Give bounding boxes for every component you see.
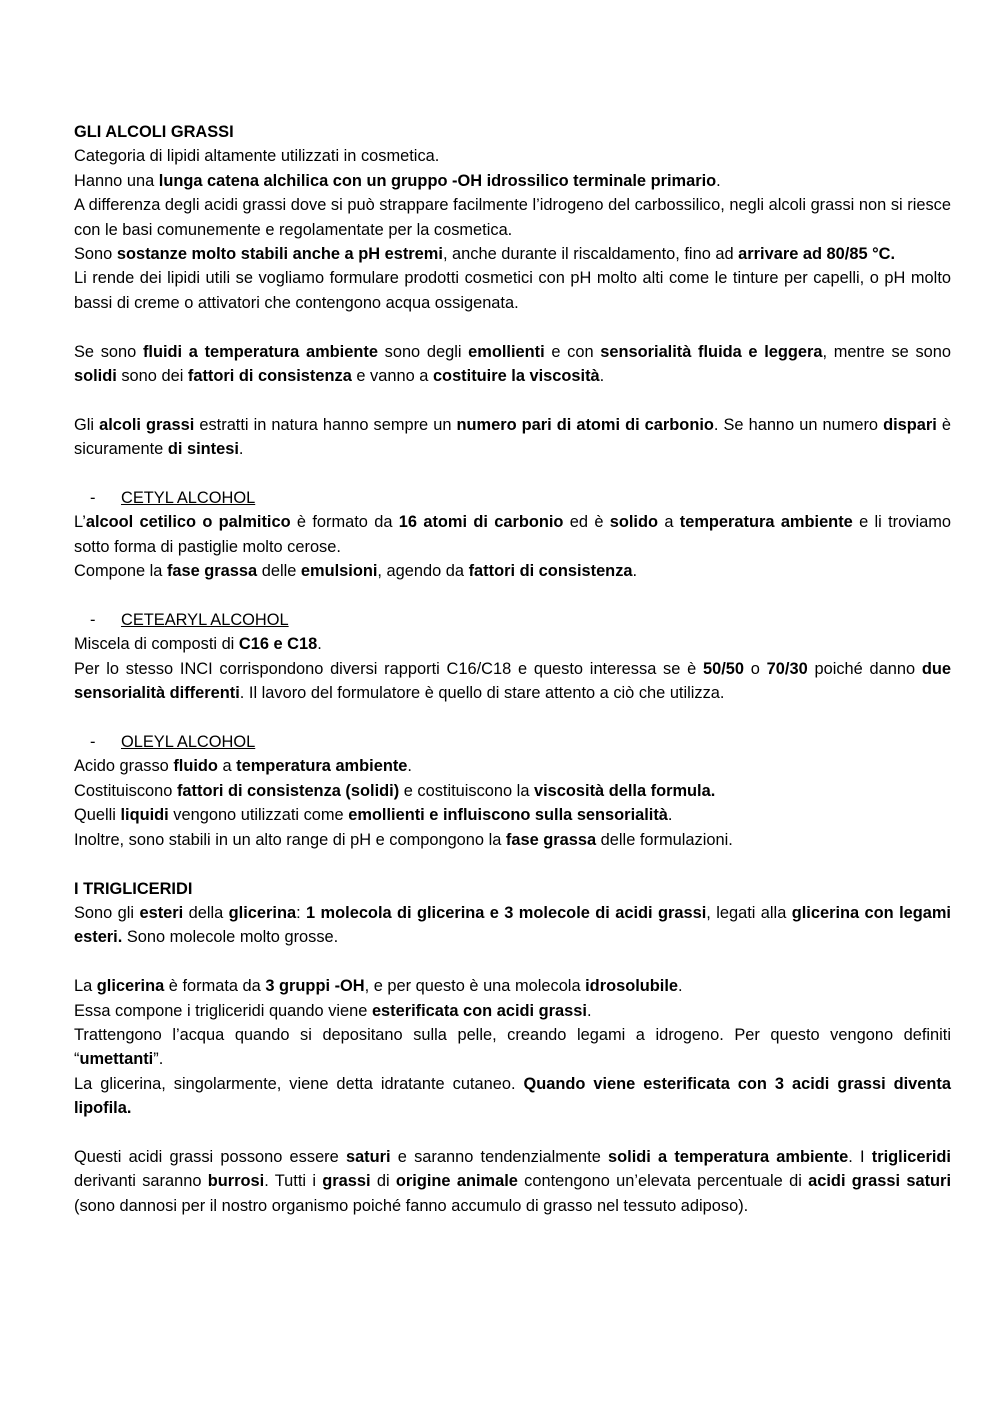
text-run: . [632,562,638,581]
text-run: . Tutti i [264,1172,323,1191]
text-run: e li troviamo sotto forma di pastiglie molto cerose. [74,513,951,556]
text-run: estratti in natura hanno sempre un [194,415,457,434]
text-run: ”. [153,1050,164,1069]
text-run: Acido grasso [74,757,174,776]
paragraph [74,754,951,778]
bold-text: solidi [74,367,117,386]
bold-text: due sensorialità differenti [74,659,951,703]
subheading-oleyl-alcohol [74,730,951,754]
bold-text: dispari [883,415,937,434]
bold-text: fase grassa [505,830,597,849]
text-run: , agendo da [377,562,469,581]
text-run: e vanno a [351,367,433,386]
text-run: . [238,440,244,459]
text-run: Sono molecole molto grosse. [122,928,339,947]
text-run: e saranno tendenzialmente [390,1147,609,1166]
text-run: : [296,903,307,922]
paragraph [74,657,951,706]
bold-text: alcoli grassi [99,415,195,434]
paragraph [74,901,951,950]
bold-text: esteri [139,903,184,922]
text-run: , anche durante il riscaldamento, fino ad [442,245,739,264]
text-run: sono dei [116,367,188,386]
paragraph [74,413,951,462]
paragraph-spacer [74,388,951,412]
text-run: a [658,513,680,532]
paragraph-spacer [74,1121,951,1145]
bold-text: alcool cetilico o palmitico [85,513,291,532]
bold-text: esterificata con acidi grassi [371,1001,587,1020]
bold-text: temperatura ambiente [679,513,853,532]
bold-text: glicerina con legami esteri. [74,903,951,947]
bold-text: costituire la viscosità [432,367,600,386]
bold-text: arrivare ad 80/85 °C. [738,245,896,264]
paragraph [74,266,951,315]
text-run: della [183,903,229,922]
text-run: Compone la [74,562,167,581]
paragraph [74,632,951,656]
text-run: a [217,757,237,776]
text-run: Categoria di lipidi altamente utilizzati in cosmetica. [74,147,440,166]
text-run: . [317,635,322,654]
paragraph-spacer [74,950,951,974]
bold-text: solido [609,513,659,532]
text-run: Inoltre, sono stabili in un alto range di pH e compongono la [74,830,506,849]
text-run: Se sono [74,342,143,361]
bold-text: umettanti [79,1050,154,1069]
bold-text: 70/30 [766,659,808,678]
subheading-title: CETYL ALCOHOL [121,489,256,508]
subheading-title: OLEYL ALCOHOL [121,733,256,752]
paragraph [74,828,951,852]
paragraph-spacer [74,852,951,876]
bold-text: liquidi [120,806,169,825]
text-run: è formato da [290,513,399,532]
text-run: Hanno una [74,171,159,190]
paragraph [74,193,951,242]
text-run: . [407,757,412,776]
text-run: Sono gli [74,903,140,922]
section-heading-trigliceridi: I TRIGLICERIDI [74,879,193,898]
bold-text: di sintesi [167,440,239,459]
bold-text: lunga catena alchilica con un gruppo -OH idrossilico terminale primario [158,171,717,190]
text-run: , legati alla [706,903,792,922]
paragraph [74,999,951,1023]
subheading-cetyl-alcohol [74,486,951,510]
paragraph [74,510,951,559]
text-run: . [716,171,721,190]
bold-text: sensorialità fluida e leggera [600,342,823,361]
text-run: La [74,977,97,996]
section-heading-alcoli-grassi: GLI ALCOLI GRASSI [74,123,234,141]
text-run: . [599,367,605,386]
text-run: è sicuramente [74,415,951,459]
list-dash: - [90,611,96,630]
paragraph [74,340,951,389]
bold-text: grassi [322,1172,371,1191]
list-dash: - [90,733,96,752]
text-run: . [667,806,673,825]
bold-text: emulsioni [300,562,378,581]
bold-text: numero pari di atomi di carbonio [456,415,714,434]
text-run: o [744,659,767,678]
text-run: Costituiscono [74,781,177,800]
bold-text: origine animale [395,1172,518,1191]
paragraph-spacer [74,315,951,339]
bold-text: C16 e C18 [238,635,318,654]
paragraph-spacer [74,462,951,486]
bold-text: trigliceridi [871,1147,951,1166]
paragraph-spacer [74,584,951,608]
text-run: . Se hanno un numero [713,415,884,434]
bold-text: glicerina [228,903,297,922]
paragraph-spacer [74,706,951,730]
text-run: poiché danno [807,659,922,678]
bold-text: emollienti [468,342,545,361]
text-run: vengono utilizzati come [168,806,349,825]
text-run: delle formulazioni. [596,830,733,849]
paragraph [74,559,951,583]
bold-text: emollienti e influiscono sulla sensorialità [348,806,668,825]
text-run: Gli [74,415,100,434]
text-run: ed è [563,513,610,532]
text-run: e costituiscono la [399,781,534,800]
bold-text: viscosità della formula. [534,781,716,800]
text-run: delle [257,562,301,581]
paragraph [74,1145,951,1218]
bold-text: fattori di consistenza (solidi) [176,781,400,800]
bold-text: burrosi [207,1172,265,1191]
text-run: Essa compone i trigliceridi quando viene [74,1001,372,1020]
text-run: è formata da [164,977,266,996]
subheading-title: CETEARYL ALCOHOL [121,611,289,630]
text-run: Questi acidi grassi possono essere [74,1147,346,1166]
paragraph [74,974,951,998]
text-run: . [678,977,683,996]
paragraph [74,242,951,266]
text-run: , e per questo è una molecola [364,977,586,996]
bold-text: idrosolubile [585,977,679,996]
paragraph [74,1023,951,1072]
text-run: , mentre se sono [822,342,951,361]
text-run: sono degli [377,342,469,361]
text-run: A differenza degli acidi grassi dove si può strappare facilmente l’idrogeno del carbossilico, negli alcoli grassi non si riesce con le basi comunemente e regolamentate per la cosmetica. [74,196,951,239]
bold-text: 16 atomi di carbonio [398,513,564,532]
list-dash: - [90,489,96,508]
bold-text: acidi grassi saturi [808,1172,951,1191]
text-run: Li rende dei lipidi utili se vogliamo formulare prodotti cosmetici con pH molto alti come le tinture per capelli, o pH molto bassi di creme o attivatori che contengono acqua ossigenata. [74,269,951,312]
paragraph [74,169,951,193]
text-run: Miscela di composti di [74,635,239,654]
paragraph [74,144,951,168]
text-run: Trattengono l’acqua quando si depositano sulla pelle, creando legami a idrogeno. Per questo vengono definiti “ [74,1025,951,1069]
bold-text: saturi [345,1147,391,1166]
bold-text: sostanze molto stabili anche a pH estremi [116,245,443,264]
bold-text: 3 gruppi -OH [265,977,365,996]
text-run: . I [848,1147,872,1166]
bold-text: 50/50 [703,659,745,678]
text-run: e con [544,342,601,361]
subheading-cetearyl-alcohol [74,608,951,632]
text-run: di [370,1172,396,1191]
text-run: (sono dannosi per il nostro organismo poiché fanno accumulo di grasso nel tessuto adiposo). [74,1196,749,1215]
paragraph [74,779,951,803]
bold-text: glicerina [96,977,165,996]
text-run: contengono un’elevata percentuale di [517,1172,809,1191]
bold-text: fluido [173,757,218,776]
text-run: Quelli [74,806,121,825]
paragraph [74,803,951,827]
bold-text: fattori di consistenza [468,562,633,581]
document-body [74,120,951,1218]
bold-text: 1 molecola di glicerina e 3 molecole di acidi grassi [306,903,707,922]
paragraph [74,1072,951,1121]
bold-text: Quando viene esterificata con 3 acidi grassi diventa lipofila. [74,1074,951,1118]
text-run: . Il lavoro del formulatore è quello di stare attento a ciò che utilizza. [239,684,725,703]
text-run: L’ [74,513,86,532]
bold-text: solidi a temperatura ambiente [608,1147,849,1166]
text-run: Per lo stesso INCI corrispondono diversi rapporti C16/C18 e questo interessa se è [74,659,703,678]
bold-text: fluidi a temperatura ambiente [142,342,378,361]
text-run: derivanti saranno [74,1172,208,1191]
bold-text: fase grassa [166,562,258,581]
text-run: . [586,1001,592,1020]
bold-text: fattori di consistenza [187,367,352,386]
text-run: La glicerina, singolarmente, viene detta idratante cutaneo. [74,1074,524,1093]
bold-text: temperatura ambiente [236,757,408,776]
text-run: Sono [74,245,117,264]
